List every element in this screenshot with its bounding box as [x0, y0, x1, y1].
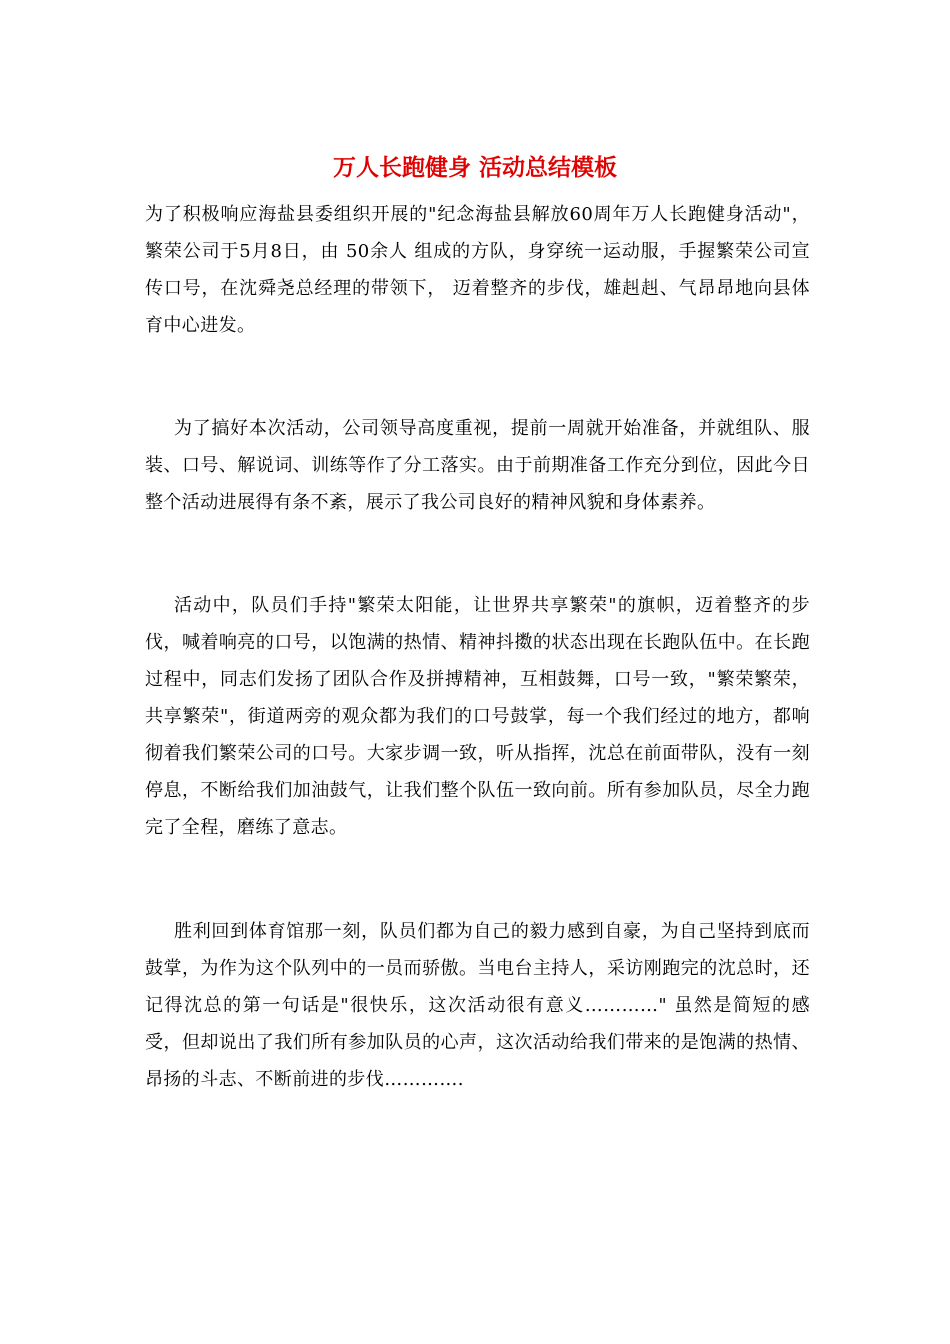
- paragraph-conclusion: 胜利回到体育馆那一刻，队员们都为自己的毅力感到自豪，为自己坚持到底而鼓掌，为作为这个队列中的一员而骄傲。当电台主持人，采访刚跑完的沈总时，还记得沈总的第一句话是"很快乐，这次活动很有意义…………" 虽然是简短的感受，但却说出了我们所有参加队员的心声，这次活动给我们带来的是饱满的热情、昂扬的斗志、不断前进的步伐………….: [145, 921, 810, 1090]
- paragraph-activity: 活动中，队员们手持"繁荣太阳能，让世界共享繁荣"的旗帜，迈着整齐的步伐，喊着响亮的口号，以饱满的热情、精神抖擞的状态出现在长跑队伍中。在长跑过程中，同志们发扬了团队合作及拼搏精神，互相鼓舞，口号一致，"繁荣繁荣，共享繁荣"，街道两旁的观众都为我们的口号鼓掌，每一个我们经过的地方，都响彻着我们繁荣公司的口号。大家步调一致，听从指挥，沈总在前面带队，没有一刻停息，不断给我们加油鼓气，让我们整个队伍一致向前。所有参加队员，尽全力跑完了全程，磨练了意志。: [145, 595, 810, 838]
- document-title: 万人长跑健身 活动总结模板: [332, 154, 617, 181]
- paragraph-intro: 为了积极响应海盐县委组织开展的"纪念海盐县解放60周年万人长跑健身活动"，繁荣公司于5月8日，由 50余人 组成的方队，身穿统一运动服，手握繁荣公司宣传口号，在沈舜尧总经理的带领下， 迈着整齐的步伐，雄赳赳、气昂昂地向县体育中心进发。: [145, 204, 810, 336]
- paragraph-preparation: 为了搞好本次活动，公司领导高度重视，提前一周就开始准备，并就组队、服装、口号、解说词、训练等作了分工落实。由于前期准备工作充分到位，因此今日整个活动进展得有条不紊，展示了我公司良好的精神风貌和身体素养。: [145, 418, 810, 513]
